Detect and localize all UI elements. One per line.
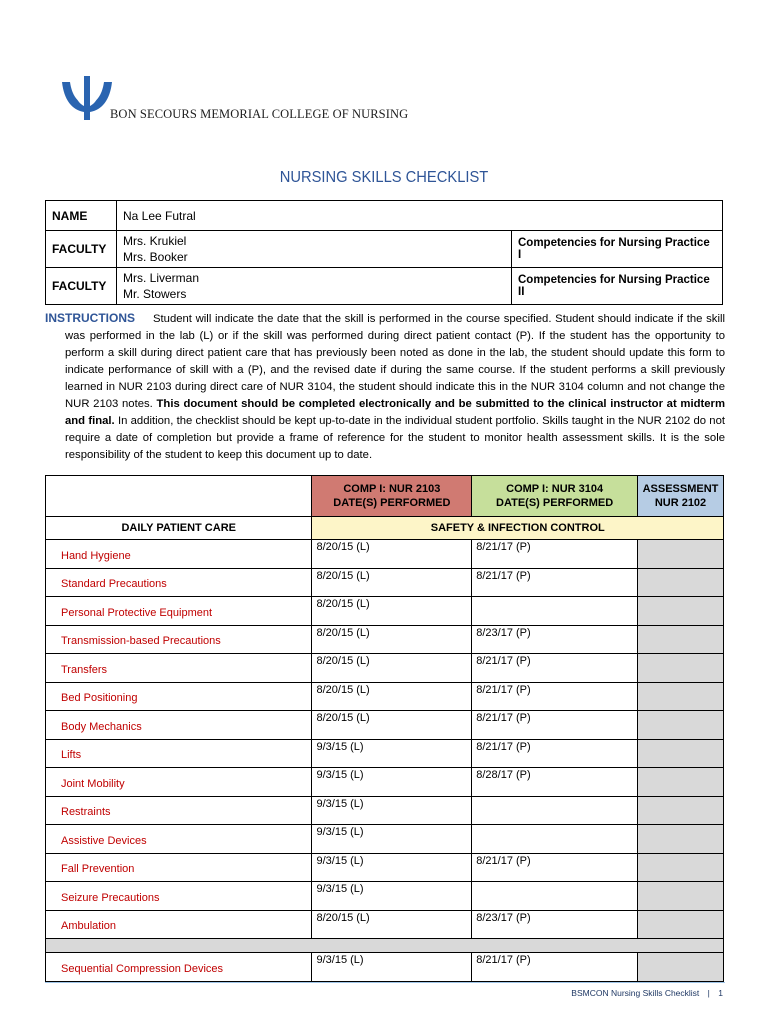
nur3104-date-cell[interactable]: 8/21/17 (P)	[472, 711, 638, 740]
info-row-faculty-1	[46, 231, 723, 268]
faculty-1-name-2: Mrs. Booker	[123, 250, 188, 264]
nur3104-date-cell[interactable]: 8/28/17 (P)	[472, 768, 638, 797]
nur2103-date-cell[interactable]: 9/3/15 (L)	[312, 796, 472, 825]
header-nur3104	[472, 476, 638, 517]
table-row	[46, 540, 724, 569]
nur3104-date-cell[interactable]: 8/21/17 (P)	[472, 953, 638, 982]
section-header-row	[46, 517, 724, 540]
nur3104-date-cell[interactable]	[472, 882, 638, 911]
nur3104-date-cell[interactable]: 8/23/17 (P)	[472, 625, 638, 654]
page-number: 1	[718, 988, 723, 998]
nur2103-date-cell[interactable]: 8/20/15 (L)	[312, 654, 472, 683]
instructions-bold-text: This document should be completed electronically and be submitted to the clinical instructor at midterm and final.	[65, 398, 725, 427]
section-category: SAFETY & INFECTION CONTROL	[312, 517, 724, 540]
assessment-cell	[638, 768, 724, 797]
table-row	[46, 654, 724, 683]
name-label: NAME	[46, 201, 117, 231]
nur3104-date-cell[interactable]: 8/21/17 (P)	[472, 540, 638, 569]
student-info-table	[45, 200, 723, 305]
nur2103-date-cell[interactable]: 8/20/15 (L)	[312, 682, 472, 711]
nur3104-date-cell[interactable]: 8/23/17 (P)	[472, 910, 638, 939]
section-label: DAILY PATIENT CARE	[46, 517, 312, 540]
nur3104-date-cell[interactable]	[472, 796, 638, 825]
header-assessment-line2: NUR 2102	[654, 497, 707, 509]
table-row	[46, 882, 724, 911]
table-row	[46, 853, 724, 882]
nur2103-date-cell[interactable]: 8/20/15 (L)	[312, 597, 472, 626]
college-logo	[60, 70, 409, 126]
faculty-2-name-1: Mrs. Liverman	[123, 271, 200, 285]
table-row	[46, 568, 724, 597]
nur3104-date-cell[interactable]	[472, 597, 638, 626]
spacer-row	[46, 939, 724, 953]
assessment-cell	[638, 625, 724, 654]
page-footer	[571, 988, 723, 998]
header-assessment-line1: ASSESSMENT	[642, 483, 719, 495]
skill-name: Transmission-based Precautions	[46, 625, 312, 654]
course-2-label: Competencies for Nursing Practice II	[512, 268, 723, 305]
instructions-text-1: Student will indicate the date that the skill is performed in the course specified. Student should indicate if the skill was performed in the lab (L) or if the skill was performed during direct patient contact (P). If the student has the opportunity to perform a skill during direct patient care that has previously been noted as done in the lab, the student should update this form to indicate performance of skill with a (P), and the revised date if during the same course. If the student performs a skill previously learned in NUR 2103 during direct care of NUR 3104, the student should indicate this in the NUR 3104 column and not change the NUR 2103 notes.	[65, 313, 725, 410]
assessment-cell	[638, 711, 724, 740]
skills-header-row	[46, 476, 724, 517]
footer-divider	[45, 982, 725, 983]
skill-rows	[46, 540, 724, 939]
nur2103-date-cell[interactable]: 8/20/15 (L)	[312, 910, 472, 939]
nur2103-date-cell[interactable]: 9/3/15 (L)	[312, 739, 472, 768]
info-row-name	[46, 201, 723, 231]
nur2103-date-cell[interactable]: 8/20/15 (L)	[312, 711, 472, 740]
nur2103-date-cell[interactable]: 9/3/15 (L)	[312, 953, 472, 982]
nur2103-date-cell[interactable]: 9/3/15 (L)	[312, 853, 472, 882]
assessment-cell	[638, 910, 724, 939]
skill-name: Lifts	[46, 739, 312, 768]
skill-name: Restraints	[46, 796, 312, 825]
nur2103-date-cell[interactable]: 8/20/15 (L)	[312, 568, 472, 597]
assessment-cell	[638, 654, 724, 683]
instructions-block	[45, 310, 725, 464]
table-row	[46, 625, 724, 654]
table-row	[46, 682, 724, 711]
assessment-cell	[638, 953, 724, 982]
nur2103-date-cell[interactable]: 9/3/15 (L)	[312, 825, 472, 854]
skill-name: Transfers	[46, 654, 312, 683]
footer-separator: |	[707, 988, 710, 998]
faculty-label: FACULTY	[46, 231, 117, 268]
college-name: BON SECOURS MEMORIAL COLLEGE OF NURSING	[110, 107, 409, 121]
skill-name: Standard Precautions	[46, 568, 312, 597]
spacer-cell	[46, 939, 724, 953]
table-row	[46, 739, 724, 768]
table-row	[46, 796, 724, 825]
table-row	[46, 711, 724, 740]
page-title: NURSING SKILLS CHECKLIST	[279, 169, 489, 186]
nur2103-date-cell[interactable]: 8/20/15 (L)	[312, 540, 472, 569]
nur3104-date-cell[interactable]	[472, 825, 638, 854]
instructions-text-2: In addition, the checklist should be kept up-to-date in the individual student portfolio. Skills taught in the NUR 2102 do not require a date of completion but provide a frame of reference for the student to monitor health assessment skills. It is the sole responsibility of the student to keep this document up to date.	[65, 415, 726, 461]
table-row	[46, 953, 724, 982]
skill-name: Fall Prevention	[46, 853, 312, 882]
faculty-2-name-2: Mr. Stowers	[123, 287, 187, 301]
nur3104-date-cell[interactable]: 8/21/17 (P)	[472, 853, 638, 882]
table-row	[46, 825, 724, 854]
nur3104-date-cell[interactable]: 8/21/17 (P)	[472, 654, 638, 683]
info-row-faculty-2	[46, 268, 723, 305]
header-assessment	[638, 476, 724, 517]
skills-table	[45, 475, 724, 982]
skill-name: Personal Protective Equipment	[46, 597, 312, 626]
header-nur2103-line1: COMP I: NUR 2103	[343, 483, 441, 495]
skill-name: Seizure Precautions	[46, 882, 312, 911]
skill-name: Joint Mobility	[46, 768, 312, 797]
name-field[interactable]: Na Lee Futral	[117, 201, 723, 231]
header-nur2103-line2: DATE(S) PERFORMED	[333, 497, 451, 509]
nur3104-date-cell[interactable]: 8/21/17 (P)	[472, 739, 638, 768]
header-nur2103	[312, 476, 472, 517]
assessment-cell	[638, 540, 724, 569]
nur2103-date-cell[interactable]: 9/3/15 (L)	[312, 768, 472, 797]
table-row	[46, 768, 724, 797]
header-blank-cell	[46, 476, 312, 517]
instructions-label: INSTRUCTIONS	[45, 311, 135, 325]
skill-name: Assistive Devices	[46, 825, 312, 854]
footer-text: BSMCON Nursing Skills Checklist	[571, 988, 700, 998]
skill-name: Ambulation	[46, 910, 312, 939]
assessment-cell	[638, 853, 724, 882]
assessment-cell	[638, 796, 724, 825]
faculty-2-field[interactable]	[117, 268, 512, 305]
skill-name: Hand Hygiene	[46, 540, 312, 569]
faculty-1-field[interactable]	[117, 231, 512, 268]
skill-name: Sequential Compression Devices	[46, 953, 312, 982]
header-nur3104-line1: COMP I: NUR 3104	[506, 483, 604, 495]
assessment-cell	[638, 568, 724, 597]
faculty-label: FACULTY	[46, 268, 117, 305]
nur2103-date-cell[interactable]: 8/20/15 (L)	[312, 625, 472, 654]
table-row	[46, 910, 724, 939]
header-nur3104-line2: DATE(S) PERFORMED	[496, 497, 614, 509]
course-1-label: Competencies for Nursing Practice I	[512, 231, 723, 268]
assessment-cell	[638, 682, 724, 711]
nur3104-date-cell[interactable]: 8/21/17 (P)	[472, 568, 638, 597]
skill-name: Bed Positioning	[46, 682, 312, 711]
assessment-cell	[638, 825, 724, 854]
nur3104-date-cell[interactable]: 8/21/17 (P)	[472, 682, 638, 711]
assessment-cell	[638, 597, 724, 626]
faculty-1-name-1: Mrs. Krukiel	[123, 234, 187, 248]
assessment-cell	[638, 882, 724, 911]
bon-secours-logo-icon	[60, 70, 112, 122]
skill-name: Body Mechanics	[46, 711, 312, 740]
assessment-cell	[638, 739, 724, 768]
nur2103-date-cell[interactable]: 9/3/15 (L)	[312, 882, 472, 911]
table-row	[46, 597, 724, 626]
